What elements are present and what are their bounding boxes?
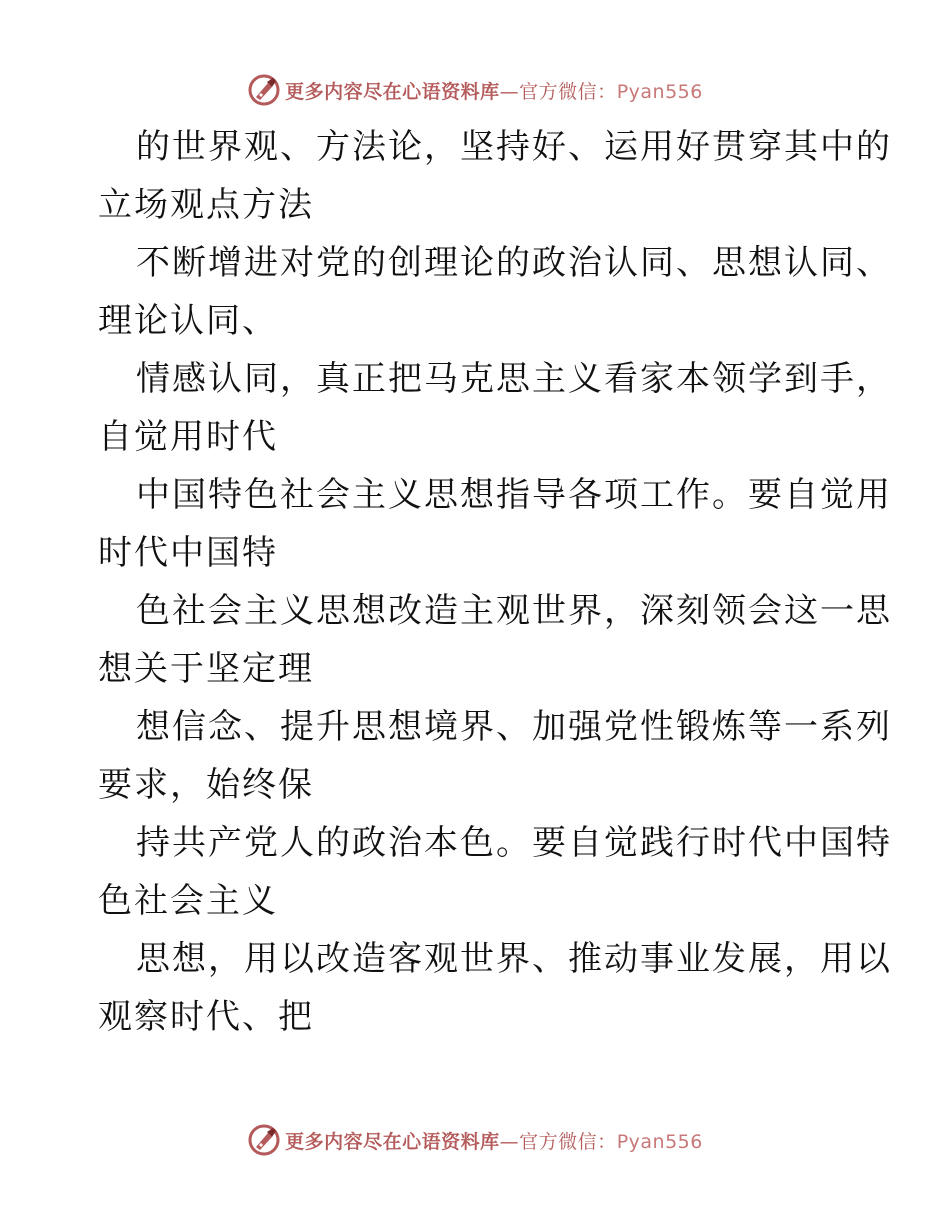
- paragraph-line: 色社会主义: [98, 881, 278, 921]
- footer-wechat-label: 官方微信：: [519, 1130, 617, 1153]
- paragraph-line: 想关于坚定理: [98, 649, 314, 689]
- header-wechat-label: 官方微信：: [519, 80, 617, 103]
- paragraph: [98, 582, 892, 698]
- paragraph: [98, 698, 892, 814]
- header-banner: [0, 70, 950, 110]
- paragraph: [98, 350, 892, 466]
- footer-separator: —: [499, 1130, 520, 1153]
- paragraph-line: 情感认同，真正把马克思主义看家本领学到手，: [136, 359, 892, 399]
- paragraph: [98, 234, 892, 350]
- paragraph-line: 中国特色社会主义思想指导各项工作。要自觉用: [136, 475, 892, 515]
- paragraph: [98, 930, 892, 1046]
- paragraph-line: 色社会主义思想改造主观世界，深刻领会这一思: [136, 591, 892, 631]
- header-wechat-id: Pyan556: [616, 80, 703, 103]
- header-banner-text: [285, 77, 703, 104]
- paragraph-line: 自觉用时代: [98, 417, 278, 457]
- paragraph-line: 的世界观、方法论，坚持好、运用好贯穿其中的: [136, 127, 892, 167]
- paragraph-line: 时代中国特: [98, 533, 278, 573]
- paragraph: [98, 466, 892, 582]
- paragraph: [98, 118, 892, 234]
- paragraph-line: 思想，用以改造客观世界、推动事业发展，用以: [136, 939, 892, 979]
- paragraph-line: 观察时代、把: [98, 997, 314, 1037]
- footer-banner-text: [285, 1127, 703, 1154]
- header-library-name: 更多内容尽在心语资料库: [285, 80, 500, 103]
- paragraph-line: 想信念、提升思想境界、加强党性锻炼等一系列: [136, 707, 892, 747]
- footer-library-name: 更多内容尽在心语资料库: [285, 1130, 500, 1153]
- pen-nib-logo-icon: [247, 1123, 281, 1157]
- pen-nib-logo-icon: [247, 73, 281, 107]
- paragraph-line: 要求，始终保: [98, 765, 314, 805]
- document-body: [98, 118, 892, 1046]
- paragraph-line: 立场观点方法: [98, 185, 314, 225]
- paragraph-line: 持共产党人的政治本色。要自觉践行时代中国特: [136, 823, 892, 863]
- paragraph: [98, 814, 892, 930]
- header-separator: —: [499, 80, 520, 103]
- paragraph-line: 理论认同、: [98, 301, 278, 341]
- footer-wechat-id: Pyan556: [616, 1130, 703, 1153]
- footer-banner: [0, 1120, 950, 1160]
- paragraph-line: 不断增进对党的创理论的政治认同、思想认同、: [136, 243, 892, 283]
